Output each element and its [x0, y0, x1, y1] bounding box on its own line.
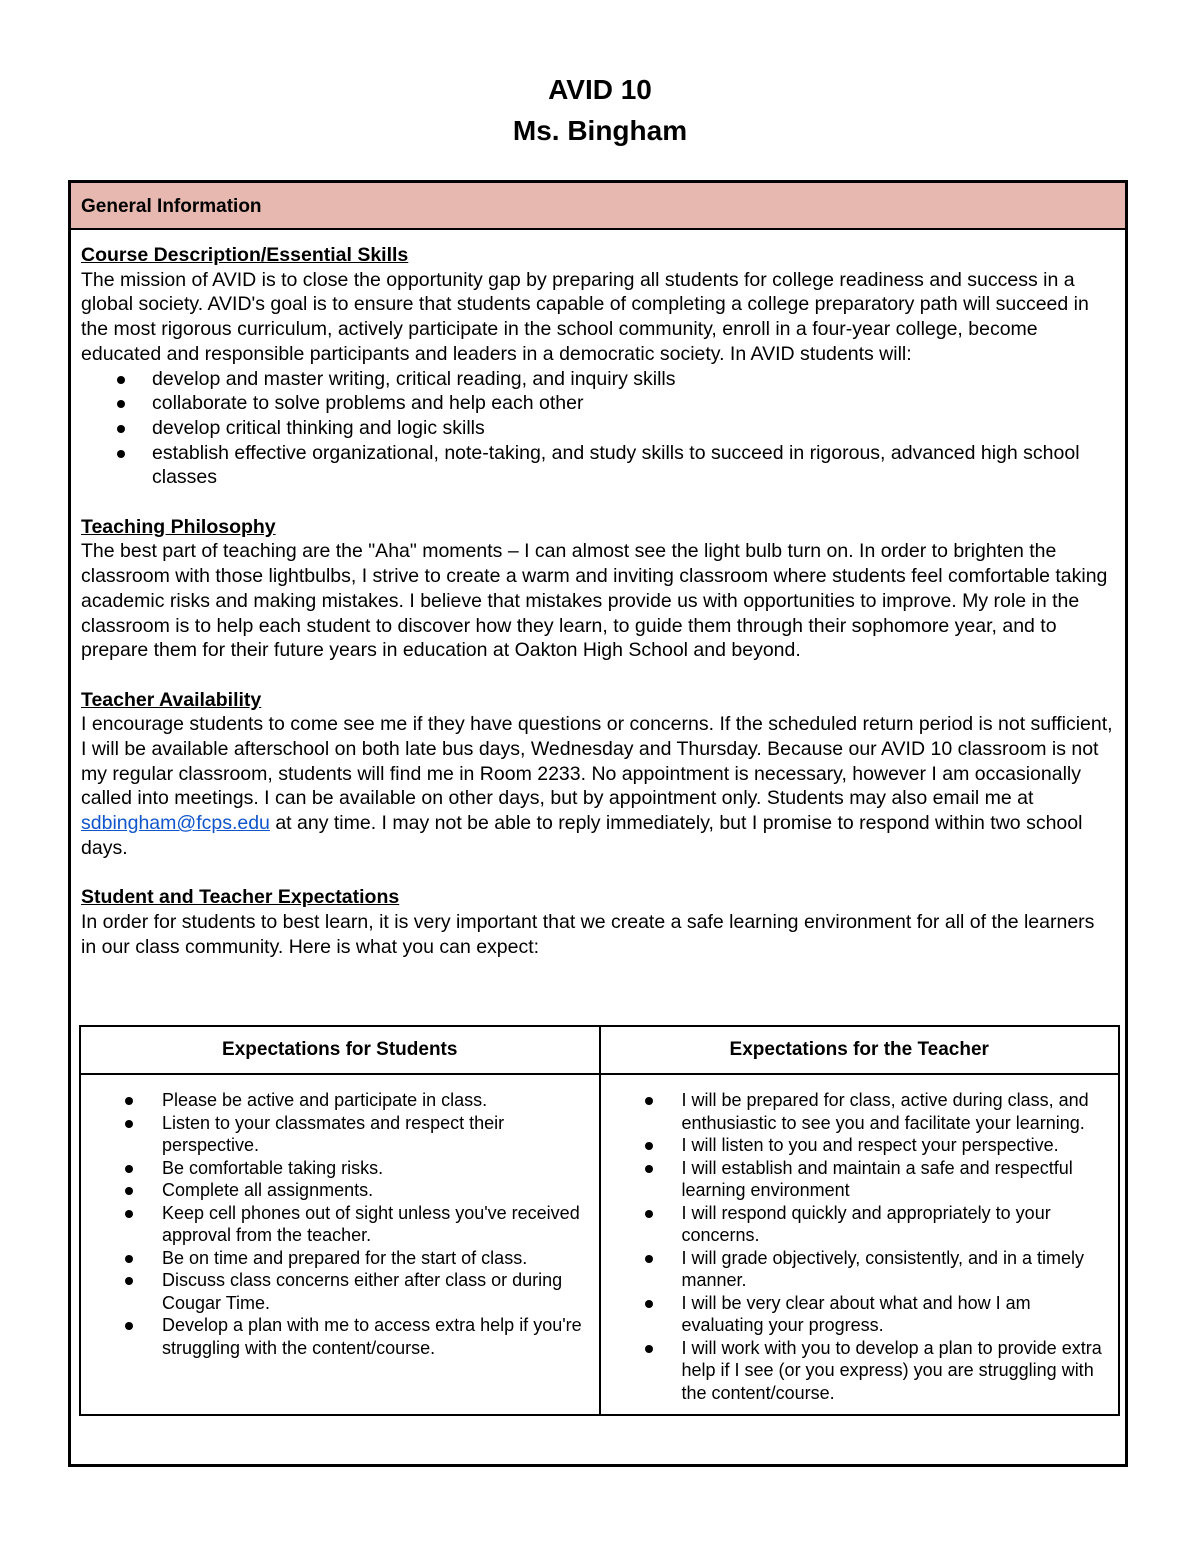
- teacher-availability-text: [81, 712, 1115, 860]
- list-item: I will be prepared for class, active during class, and enthusiastic to see you and facilitate your learning.: [682, 1089, 1111, 1134]
- list-item: establish effective organizational, note-taking, and study skills to succeed in rigorous, advanced high school classes: [152, 441, 1115, 490]
- teacher-expectations-list: [609, 1089, 1111, 1404]
- list-item: develop and master writing, critical reading, and inquiry skills: [152, 367, 1115, 392]
- list-item: I will respond quickly and appropriately to your concerns.: [682, 1202, 1111, 1247]
- teaching-philosophy-section: [81, 515, 1115, 663]
- teaching-philosophy-text: The best part of teaching are the "Aha" moments – I can almost see the light bulb turn on. In order to brighten the classroom with those lightbulbs, I strive to create a warm and inviting classroom where students feel comfortable taking academic risks and making mistakes. I believe that mistakes provide us with opportunities to improve. My role in the classroom is to help each student to discover how they learn, to guide them through their sophomore year, and to prepare them for their future years in education at Oakton High School and beyond.: [81, 540, 1108, 662]
- list-item: Develop a plan with me to access extra help if you're struggling with the content/course.: [162, 1314, 591, 1359]
- students-expectations-list: [89, 1089, 591, 1359]
- teacher-expectations-cell: [600, 1074, 1120, 1415]
- expectations-heading: Student and Teacher Expectations: [81, 886, 400, 909]
- expectations-table: [79, 1025, 1120, 1416]
- teacher-availability-section: [81, 688, 1115, 861]
- list-item: Discuss class concerns either after class or during Cougar Time.: [162, 1269, 591, 1314]
- availability-text-end: at any time. I may not be able to reply immediately, but I promise to respond within two school days.: [81, 812, 1083, 859]
- syllabus-content: [71, 230, 1125, 959]
- course-description-heading: Course Description/Essential Skills: [81, 244, 409, 266]
- list-item: Be comfortable taking risks.: [162, 1157, 591, 1180]
- expectations-section: [81, 885, 1115, 959]
- teacher-availability-heading: Teacher Availability: [81, 688, 262, 711]
- list-item: Listen to your classmates and respect their perspective.: [162, 1112, 591, 1157]
- general-information-header: General Information: [71, 183, 1125, 230]
- list-item: develop critical thinking and logic skills: [152, 416, 1115, 441]
- list-item: I will listen to you and respect your perspective.: [682, 1134, 1111, 1157]
- teacher-column-header: Expectations for the Teacher: [600, 1026, 1120, 1074]
- skills-list: [81, 367, 1115, 491]
- list-item: I will establish and maintain a safe and respectful learning environment: [682, 1157, 1111, 1202]
- course-description-text: The mission of AVID is to close the opportunity gap by preparing all students for college readiness and success in a global society. AVID's goal is to ensure that students capable of completing a college preparatory path will succeed in the most rigorous curriculum, actively participate in the school community, enroll in a four-year college, become educated and responsible participants and leaders in a democratic society. In AVID students will:: [81, 268, 1089, 365]
- availability-text-start: I encourage students to come see me if they have questions or concerns. If the scheduled return period is not sufficient, I will be available afterschool on both late bus days, Wednesday and Thursday. Because our AVID 10 classroom is not my regular classroom, students will find me in Room 2233. No appointment is necessary, however I am occasionally called into meetings. I can be available on other days, but by appointment only. Students may also email me at: [81, 713, 1113, 810]
- list-item: Complete all assignments.: [162, 1179, 591, 1202]
- syllabus-box: [68, 180, 1128, 1467]
- list-item: I will grade objectively, consistently, and in a timely manner.: [682, 1247, 1111, 1292]
- teacher-name: Ms. Bingham: [512, 115, 688, 146]
- course-description-section: [81, 243, 1115, 490]
- list-item: Keep cell phones out of sight unless you've received approval from the teacher.: [162, 1202, 591, 1247]
- students-column-header: Expectations for Students: [80, 1026, 600, 1074]
- expectations-text: In order for students to best learn, it is very important that we create a safe learning environment for all of the learners in our class community. Here is what you can expect:: [81, 910, 1095, 958]
- teaching-philosophy-heading: Teaching Philosophy: [81, 515, 276, 538]
- list-item: Please be active and participate in class.: [162, 1089, 591, 1112]
- list-item: I will work with you to develop a plan to provide extra help if I see (or you express) you are struggling with the content/course.: [682, 1337, 1111, 1405]
- list-item: Be on time and prepared for the start of class.: [162, 1247, 591, 1270]
- list-item: collaborate to solve problems and help each other: [152, 391, 1115, 416]
- document-title: AVID 10: [548, 74, 652, 105]
- teacher-email-link[interactable]: sdbingham@fcps.edu: [81, 812, 270, 835]
- list-item: I will be very clear about what and how I am evaluating your progress.: [682, 1292, 1111, 1337]
- students-expectations-cell: [80, 1074, 600, 1415]
